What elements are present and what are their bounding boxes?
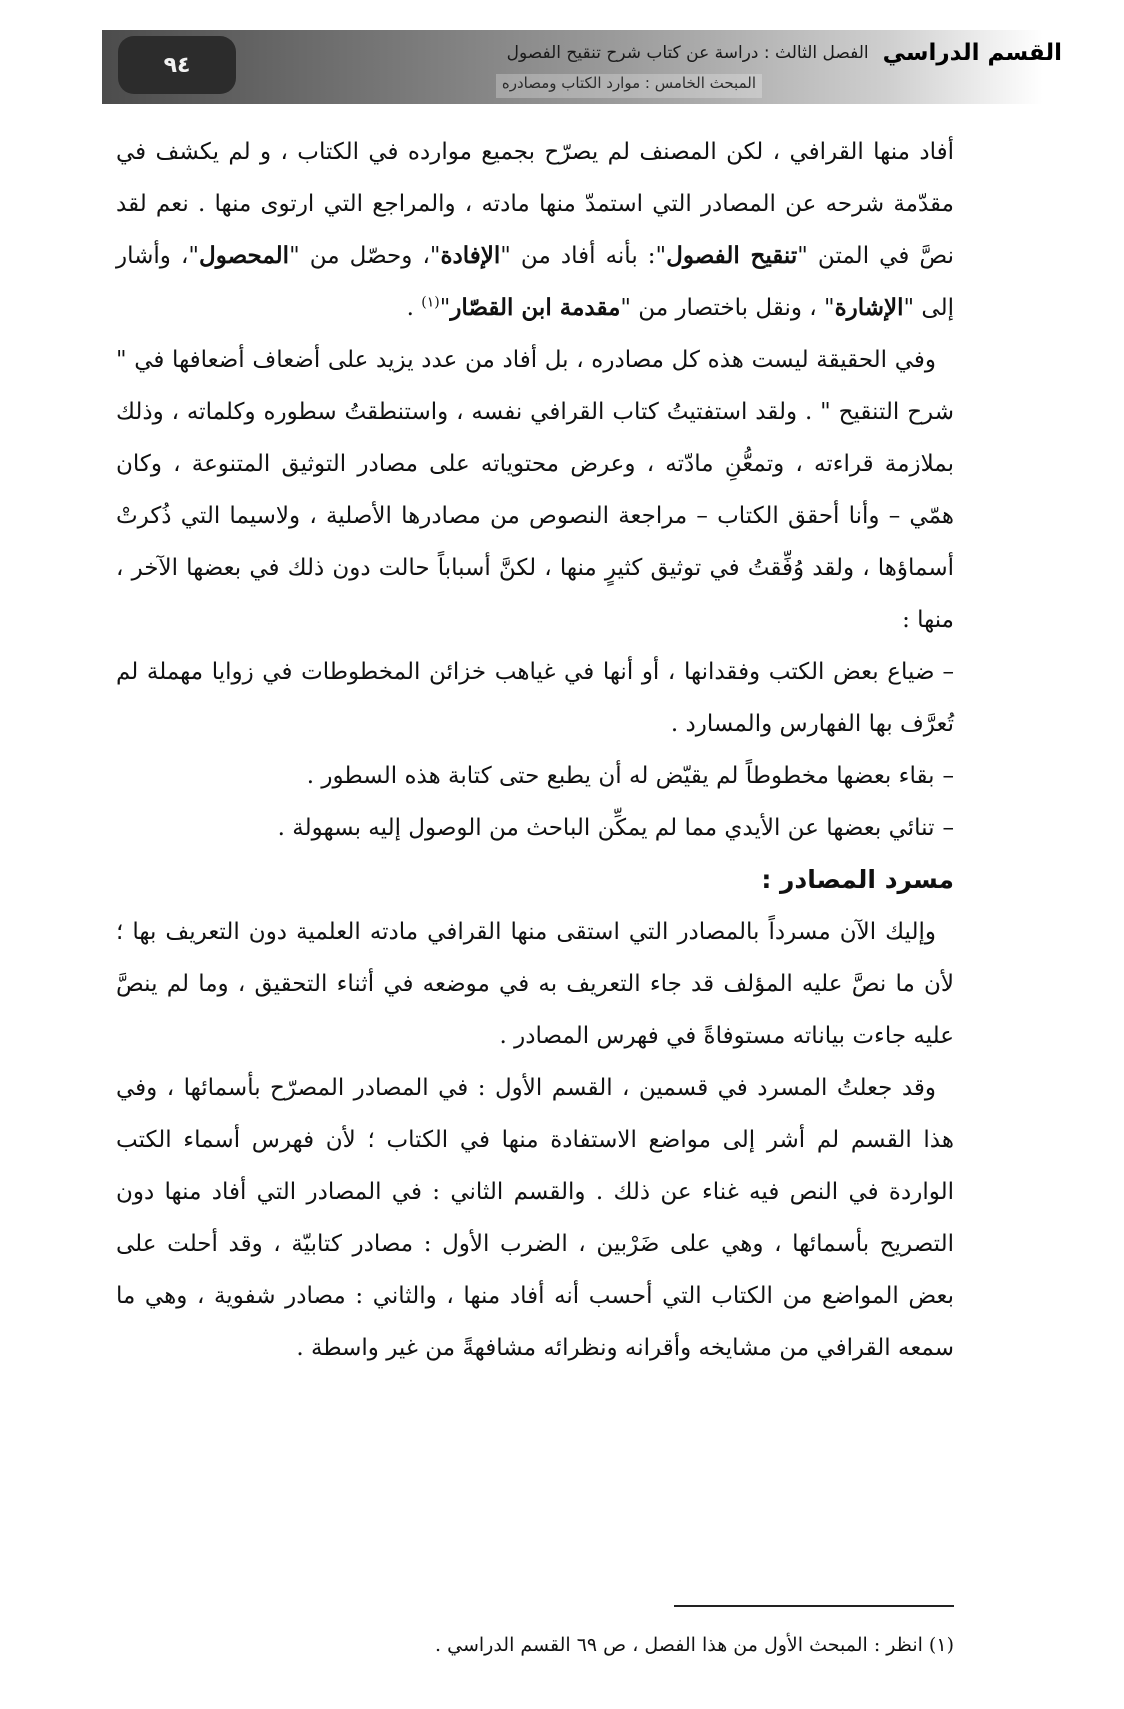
- bullet-item-1-text: ضياع بعض الكتب وفقدانها ، أو أنها في غياهب خزائن المخطوطات في زوايا مهملة لم تُعرَّف بها الفهارس والمسارد .: [116, 659, 954, 737]
- bullet-item-2-text: بقاء بعضها مخطوطاً لم يقيّض له أن يطبع حتى كتابة هذه السطور .: [306, 763, 935, 789]
- book-title-muqaddima: مقدمة ابن القصّار: [450, 294, 621, 321]
- running-header: [102, 30, 1062, 104]
- book-title-mahsul: المحصول: [198, 242, 290, 269]
- bullet-dash: –: [942, 659, 954, 685]
- paragraph-1-text-5: " ، ونقل باختصار من ": [620, 295, 835, 321]
- paragraph-1-text-3: "، وحصّل من ": [289, 243, 441, 269]
- paragraph-1-text-7: .: [406, 295, 422, 321]
- bullet-item-2: [116, 750, 954, 802]
- paragraph-1-text-2: ": بأنه أفاد من ": [500, 243, 667, 269]
- paragraph-2: وفي الحقيقة ليست هذه كل مصادره ، بل أفاد من عدد يزيد على أضعاف أضعافها في " شرح التنقيح " . ولقد استفتيتُ كتاب القرافي نفسه ، واستنطقتُ سطوره وكلماته ، وذلك بملازمة قراءته ، وتمعُّنِ مادّته ، وعرض محتوياته على مصادر التوثيق المتنوعة ، وكان همّي – وأنا أحقق الكتاب – مراجعة النصوص من مصادرها الأصلية ، ولاسيما التي ذُكرتْ أسماؤها ، ولقد وُفِّقتُ في توثيق كثيرٍ منها ، لكنَّ أسباباً حالت دون ذلك في بعضها الآخر ، منها :: [116, 347, 954, 633]
- chapter-title: الفصل الثالث : دراسة عن كتاب شرح تنقيح الفصول: [506, 43, 869, 63]
- bullet-item-3-text: تنائي بعضها عن الأيدي مما لم يمكِّن الباحث من الوصول إليه بسهولة .: [277, 815, 935, 841]
- bullet-item-1: [116, 646, 954, 750]
- book-title-tanqih: تنقيح الفصول: [666, 242, 798, 269]
- footnote: (١) انظر : المبحث الأول من هذا الفصل ، ص ٦٩ القسم الدراسي .: [435, 1634, 954, 1656]
- footnote-reference[interactable]: (١): [421, 294, 440, 311]
- bullet-item-3: [116, 802, 954, 854]
- main-text: [116, 126, 954, 1374]
- book-title-ishara: الإشارة: [834, 294, 904, 321]
- section-title: القسم الدراسي: [882, 40, 1062, 66]
- paragraph-1-text-4: "، وأشار إلى ": [116, 243, 954, 321]
- paragraph-1-text-6: ": [439, 295, 451, 321]
- section-heading: مسرد المصادر :: [761, 865, 954, 894]
- book-title-ifada: الإفادة: [440, 242, 501, 269]
- subsection-title: المبحث الخامس : موارد الكتاب ومصادره: [496, 74, 762, 98]
- page-number: ٩٤: [118, 36, 236, 94]
- paragraph-3: وإليك الآن مسرداً بالمصادر التي استقى منها القرافي مادته العلمية دون التعريف بها ؛ لأن ما نصَّ عليه المؤلف قد جاء التعريف به في موضعه في أثناء التحقيق ، وما لم ينصَّ عليه جاءت بياناته مستوفاةً في فهرس المصادر .: [116, 919, 954, 1049]
- paragraph-1: [116, 126, 954, 334]
- paragraph-4: وقد جعلتُ المسرد في قسمين ، القسم الأول : في المصادر المصرّح بأسمائها ، وفي هذا القسم لم أشر إلى مواضع الاستفادة منها في الكتاب ؛ لأن فهرس أسماء الكتب الواردة في النص فيه غناء عن ذلك . والقسم الثاني : في المصادر التي أفاد منها دون التصريح بأسمائها ، وهي على ضَرْبين ، الضرب الأول : مصادر كتابيّة ، وقد أحلت على بعض المواضع من الكتاب التي أحسب أنه أفاد منها ، والثاني : مصادر شفوية ، وهي ما سمعه القرافي من مشايخه وأقرانه ونظرائه مشافهةً من غير واسطة .: [116, 1075, 954, 1361]
- bullet-dash: –: [942, 815, 954, 841]
- bullet-dash: –: [942, 763, 954, 789]
- footnote-separator: [674, 1605, 954, 1607]
- header-title-row: [102, 36, 1062, 70]
- paragraph-1-text-1: أفاد منها القرافي ، لكن المصنف لم يصرّح بجميع موارده في الكتاب ، و لم يكشف في مقدّمة شرحه عن المصادر التي استمدّ منها مادته ، والمراجع التي ارتوى منها . نعم لقد نصَّ في المتن ": [116, 139, 955, 269]
